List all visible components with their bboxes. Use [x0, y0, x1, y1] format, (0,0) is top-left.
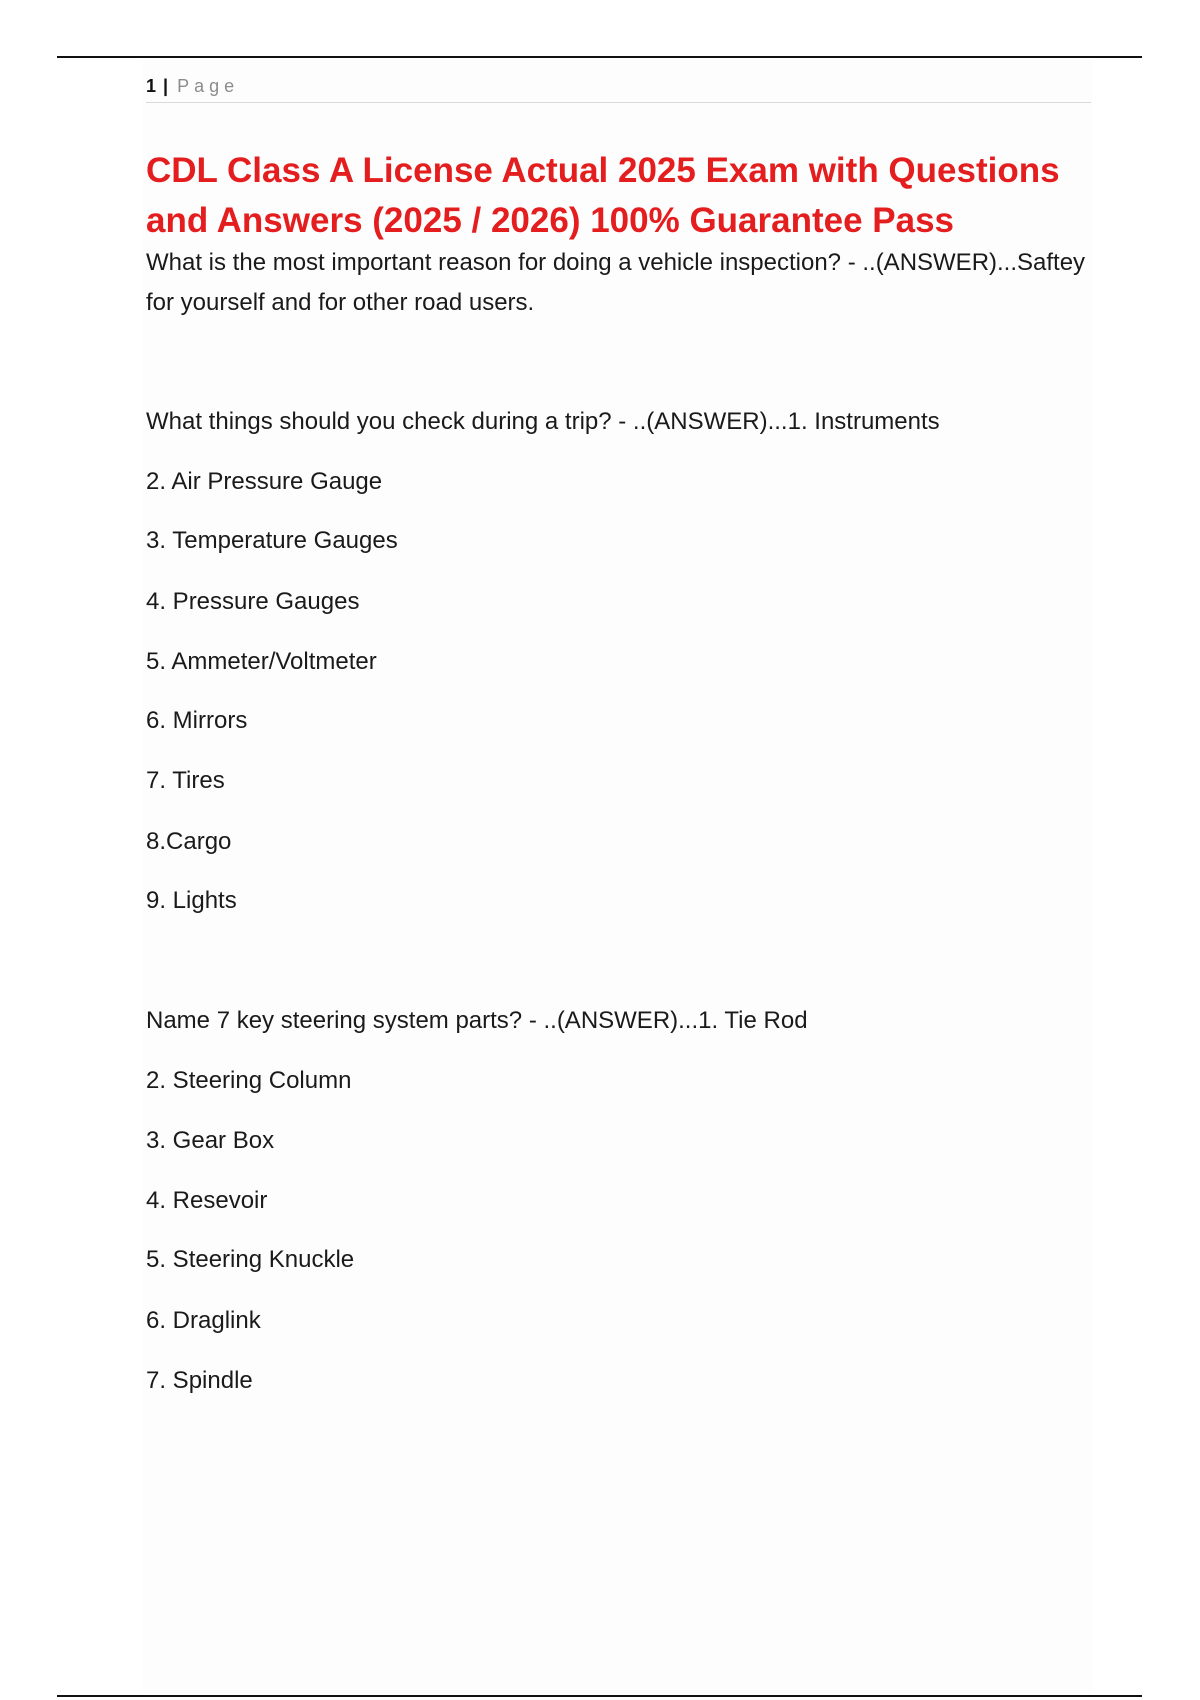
list-item: 5. Steering Knuckle — [146, 1246, 355, 1273]
page-number: 1 — [146, 76, 157, 96]
question-answer-2: What things should you check during a trip? - ..(ANSWER)...1. Instruments — [146, 408, 940, 435]
top-rule — [57, 56, 1142, 58]
page-separator: | — [163, 76, 169, 96]
page-header — [146, 74, 1091, 103]
bottom-rule — [57, 1695, 1142, 1697]
question-answer-3: Name 7 key steering system parts? - ..(ANSWER)...1. Tie Rod — [146, 1007, 808, 1034]
list-item: 9. Lights — [146, 887, 237, 914]
list-item: 4. Pressure Gauges — [146, 588, 360, 615]
list-item: 4. Resevoir — [146, 1187, 268, 1214]
list-item: 8.Cargo — [146, 828, 232, 855]
document-title: CDL Class A License Actual 2025 Exam with Questions and Answers (2025 / 2026) 100% Guarantee Pass — [146, 151, 1060, 240]
list-item: 6. Draglink — [146, 1307, 261, 1334]
list-item: 7. Tires — [146, 767, 225, 794]
page-label: Page — [177, 76, 240, 96]
list-item: 6. Mirrors — [146, 707, 248, 734]
list-item: 7. Spindle — [146, 1367, 253, 1394]
list-item: 3. Gear Box — [146, 1127, 275, 1154]
question-answer-1: What is the most important reason for doing a vehicle inspection? - ..(ANSWER)...Saftey for yourself and for other road users. — [146, 249, 1086, 316]
list-item: 2. Air Pressure Gauge — [146, 468, 383, 495]
list-item: 5. Ammeter/Voltmeter — [146, 648, 377, 675]
list-item: 3. Temperature Gauges — [146, 527, 398, 554]
list-item: 2. Steering Column — [146, 1067, 352, 1094]
